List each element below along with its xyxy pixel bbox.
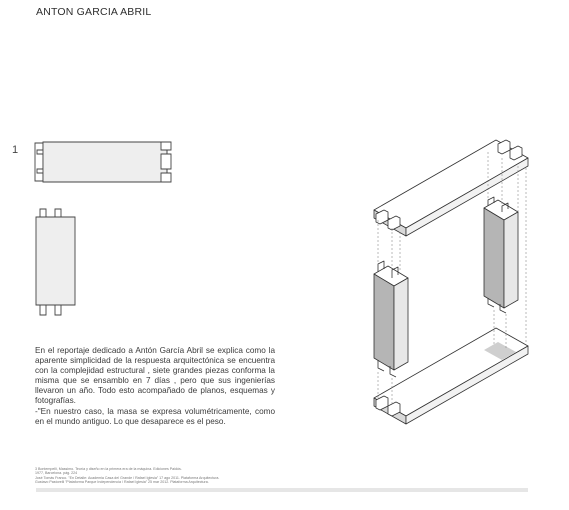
- footnote-line: 3 Bontempelli, Massimo. Teoría y diseño en la primera era de la máquina. Ediciones Paidós.: [35, 467, 182, 471]
- page-title: ANTON GARCIA ABRIL: [36, 6, 152, 18]
- body-text: [35, 346, 275, 427]
- right-column: [484, 197, 518, 313]
- footnotes: [35, 467, 365, 484]
- footnote-line: Gustavo Pastorelli "Plataforma Parque Independencia / Rafael Iglesia" 25 mar 2012. Plataforma Arquitectura.: [35, 479, 209, 484]
- body-paragraph: -"En nuestro caso, la masa se expresa volumétricamente, como en el mundo antiguo. Lo que desaparece es el peso.: [35, 406, 275, 426]
- body-paragraph: En el reportaje dedicado a Antón García Abril se explica como la aparente simplicidad de la respuesta arquitectónica se encuentra con la complejidad estructural , siete grandes piezas conforma la misma que se ensamblo en 7 días , pero que sus ingenierías llevaron un año. Todo esto acompañado de planos, esquemas y fotografías.: [35, 346, 275, 406]
- footer-rule: [36, 488, 528, 492]
- footnote-line: 1977, Barcelona. pág. 224: [35, 471, 78, 476]
- plan-vertical-column: [35, 207, 77, 319]
- axonometric-frame-drawing: [360, 136, 536, 438]
- plan-horizontal-beam: [34, 141, 179, 183]
- figure-number: 1: [12, 144, 19, 156]
- left-column: [374, 261, 408, 377]
- footnote-line: José Tomás Franco. "En Detalle: Academia Casa del Grande / Rafael Iglesia" 17 ago 2011. Plataforma Arquitectura.: [35, 475, 220, 480]
